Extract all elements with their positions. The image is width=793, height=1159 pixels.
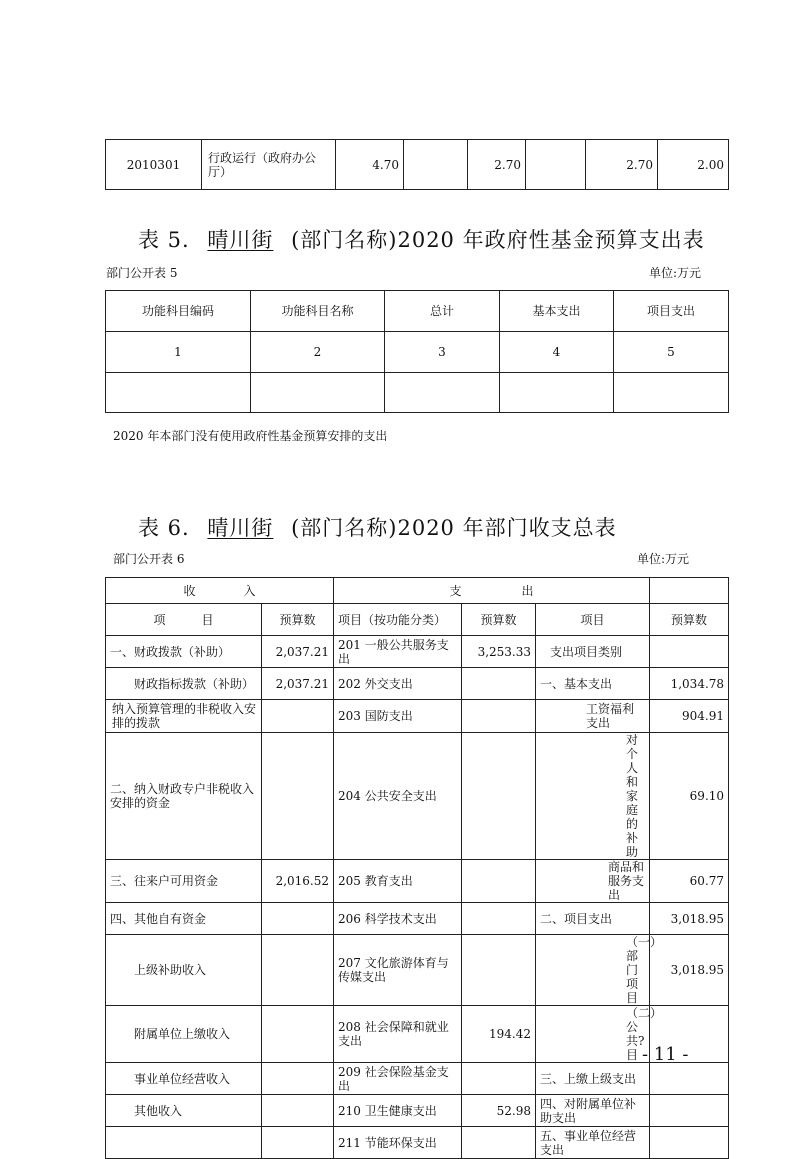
table-header: 项目支出	[614, 291, 729, 332]
table-cell: 3,253.33	[462, 636, 536, 668]
table-cell	[462, 903, 536, 935]
table-header: 功能科目名称	[251, 291, 385, 332]
table-cell	[650, 1095, 729, 1127]
table-cell: 四、其他自有资金	[106, 903, 262, 935]
table-cell	[262, 903, 334, 935]
group-expense-header: 支 出	[334, 578, 650, 604]
table-cell: （一）部门项目	[536, 935, 650, 1006]
table-cell: 211 节能环保支出	[334, 1127, 462, 1159]
table-cell: 202 外交支出	[334, 668, 462, 700]
table-cell: 上级补助收入	[106, 935, 262, 1006]
table6-title-prefix: 表 6.	[138, 516, 190, 540]
table-cell	[106, 373, 251, 413]
table-cell: 纳入预算管理的非税收入安排的拨款	[106, 700, 262, 733]
table-cell: 210 卫生健康支出	[334, 1095, 462, 1127]
table-row	[106, 700, 729, 733]
table-cell: 3,018.95	[650, 935, 729, 1006]
table-cell: 904.91	[650, 700, 729, 733]
table-cell: 201 一般公共服务支出	[334, 636, 462, 668]
table-cell: 204 公共安全支出	[334, 733, 462, 860]
table5-note: 2020 年本部门没有使用政府性基金预算安排的支出	[113, 429, 388, 443]
table6-dept: 晴川街	[207, 516, 274, 540]
table-header: 项目（按功能分类）	[334, 604, 462, 636]
table-header: 项目	[536, 604, 650, 636]
table-cell	[262, 1095, 334, 1127]
table-cell: 209 社会保险基金支出	[334, 1063, 462, 1095]
table6-label-right: 单位:万元	[637, 552, 690, 566]
table-cell: 商品和服务支出	[536, 860, 650, 903]
table-cell: 4.70	[336, 140, 404, 190]
table5-title-suffix: (部门名称)2020 年政府性基金预算支出表	[291, 228, 705, 252]
table-cell	[404, 140, 468, 190]
table-cell: 五、事业单位经营支出	[536, 1127, 650, 1159]
table-cell: 事业单位经营收入	[106, 1063, 262, 1095]
table-cell: 对个人和家庭的补助	[536, 733, 650, 860]
page-number: - 11 -	[642, 1044, 689, 1065]
table-row	[106, 636, 729, 668]
table-cell: 3,018.95	[650, 903, 729, 935]
table-cell	[385, 373, 500, 413]
table-header: 基本支出	[500, 291, 614, 332]
table6-title	[138, 512, 617, 542]
table-row	[106, 1127, 729, 1159]
table-cell	[462, 733, 536, 860]
table-cell: 一、基本支出	[536, 668, 650, 700]
table-cell: 208 社会保障和就业支出	[334, 1006, 462, 1063]
table-row	[106, 860, 729, 903]
table-cell: 203 国防支出	[334, 700, 462, 733]
table-cell: 支出项目类别	[536, 636, 650, 668]
table-row	[106, 733, 729, 860]
table-cell	[650, 1063, 729, 1095]
table-cell: 69.10	[650, 733, 729, 860]
table-cell	[262, 1127, 334, 1159]
table-cell: 2,037.21	[262, 668, 334, 700]
table-cell: 2.70	[468, 140, 526, 190]
table-cell: 四、对附属单位补助支出	[536, 1095, 650, 1127]
table-cell: 2,016.52	[262, 860, 334, 903]
table-cell: 194.42	[462, 1006, 536, 1063]
table-row	[106, 668, 729, 700]
table-cell: 3	[385, 332, 500, 373]
table-cell	[462, 860, 536, 903]
table-cell: 财政指标拨款（补助）	[106, 668, 262, 700]
table-cell	[262, 935, 334, 1006]
table-cell: 工资福利支出	[536, 700, 650, 733]
table-cell: 一、财政拨款（补助）	[106, 636, 262, 668]
table-cell: 60.77	[650, 860, 729, 903]
table5-label-left: 部门公开表 5	[106, 266, 178, 280]
table-cell	[262, 700, 334, 733]
table-header: 项 目	[106, 604, 262, 636]
table-cell	[262, 1006, 334, 1063]
table-cell	[462, 1127, 536, 1159]
table-cell: 205 教育支出	[334, 860, 462, 903]
table-row	[106, 903, 729, 935]
table-cell	[650, 1127, 729, 1159]
table-row	[106, 1095, 729, 1127]
table-cell	[614, 373, 729, 413]
table-cell: 2.00	[658, 140, 729, 190]
table-cell: 5	[614, 332, 729, 373]
table-cell	[500, 373, 614, 413]
table-cell: 52.98	[462, 1095, 536, 1127]
table-cell: 2010301	[106, 140, 202, 190]
table-cell	[526, 140, 586, 190]
table-cell: 1,034.78	[650, 668, 729, 700]
table5-label-right: 单位:万元	[649, 266, 702, 280]
table-cell	[462, 700, 536, 733]
table-header: 预算数	[462, 604, 536, 636]
table6-body	[106, 636, 729, 1159]
table-cell: 1	[106, 332, 251, 373]
table-row	[106, 935, 729, 1006]
table-cell	[462, 935, 536, 1006]
table-cell: 二、项目支出	[536, 903, 650, 935]
table-cell: 4	[500, 332, 614, 373]
table6	[105, 577, 729, 1159]
table-header: 功能科目编码	[106, 291, 251, 332]
table5	[105, 290, 729, 413]
table-cell: 行政运行（政府办公厅）	[202, 140, 336, 190]
top-table	[105, 139, 729, 190]
table-cell: 三、往来户可用资金	[106, 860, 262, 903]
table-cell	[650, 578, 729, 604]
table-row	[106, 1006, 729, 1063]
table-cell: 二、纳入财政专户非税收入安排的资金	[106, 733, 262, 860]
table-cell	[262, 733, 334, 860]
table-cell	[106, 1127, 262, 1159]
table-cell: 2	[251, 332, 385, 373]
table6-title-suffix: (部门名称)2020 年部门收支总表	[291, 516, 617, 540]
table-cell	[462, 668, 536, 700]
table-cell: 附属单位上缴收入	[106, 1006, 262, 1063]
table-cell: 2,037.21	[262, 636, 334, 668]
table-cell: 其他收入	[106, 1095, 262, 1127]
table-row	[106, 1063, 729, 1095]
table-cell: 207 文化旅游体育与传媒支出	[334, 935, 462, 1006]
table5-title-prefix: 表 5.	[138, 228, 190, 252]
table-cell: （二）公共?目	[536, 1006, 650, 1063]
table6-label-left: 部门公开表 6	[113, 552, 185, 566]
table-header: 总计	[385, 291, 500, 332]
table-cell: 206 科学技术支出	[334, 903, 462, 935]
table-header: 预算数	[262, 604, 334, 636]
table-header: 预算数	[650, 604, 729, 636]
table-cell	[650, 636, 729, 668]
group-income-header: 收 入	[106, 578, 334, 604]
table5-dept: 晴川街	[207, 228, 274, 252]
table-cell: 三、上缴上级支出	[536, 1063, 650, 1095]
table5-title	[138, 224, 705, 254]
table-cell	[462, 1063, 536, 1095]
table-cell	[262, 1063, 334, 1095]
table-cell	[251, 373, 385, 413]
table-cell: 2.70	[586, 140, 658, 190]
